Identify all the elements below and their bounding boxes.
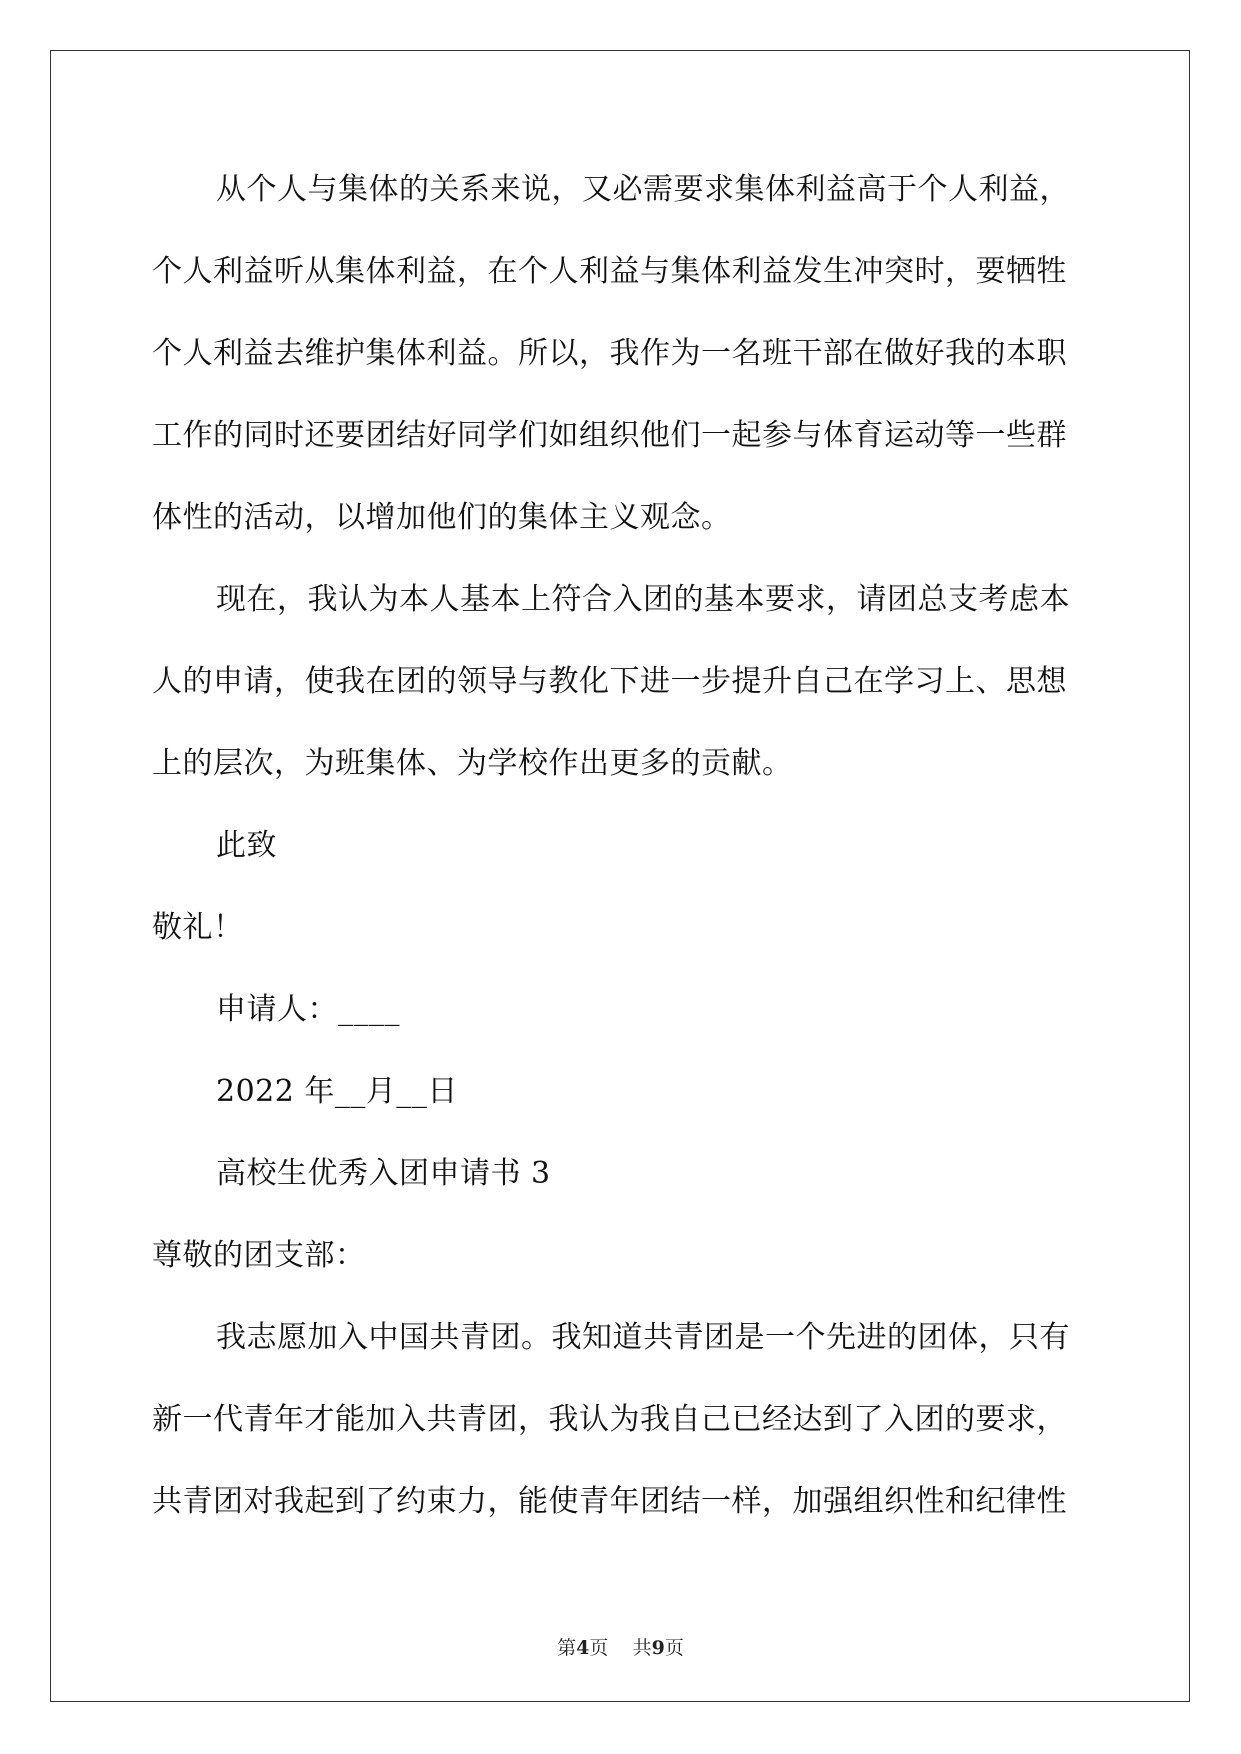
total-page-number: 9 [651, 1637, 665, 1659]
text-line: 从个人与集体的关系来说，又必需要求集体利益高于个人利益， [216, 172, 1070, 207]
text-line: 人的申请，使我在团的领导与教化下进一步提升自己在学习上、思想 [152, 664, 1067, 699]
current-page-number: 4 [576, 1637, 590, 1659]
text-line: 我志愿加入中国共青团。我知道共青团是一个先进的团体，只有 [216, 1320, 1070, 1355]
closing-line: 此致 [216, 828, 277, 863]
text-line: 共青团对我起到了约束力，能使青年团结一样，加强组织性和纪律性 [152, 1484, 1067, 1519]
page-footer [0, 1633, 1241, 1660]
text-line: 现在，我认为本人基本上符合入团的基本要求，请团总支考虑本 [216, 582, 1070, 617]
text-line: 工作的同时还要团结好同学们如组织他们一起参与体育运动等一些群 [152, 418, 1067, 453]
text-line: 新一代青年才能加入共青团，我认为我自己已经达到了入团的要求， [152, 1402, 1067, 1437]
section-title: 高校生优秀入团申请书 3 [216, 1156, 551, 1191]
date-line: 2022 年__月__日 [216, 1074, 458, 1109]
greeting-line: 尊敬的团支部： [152, 1238, 366, 1273]
text-line: 个人利益听从集体利益，在个人利益与集体利益发生冲突时，要牺牲 [152, 254, 1067, 289]
footer-suffix: 页 [664, 1637, 684, 1659]
footer-prefix: 第 [557, 1637, 577, 1659]
text-line: 个人利益去维护集体利益。所以，我作为一名班干部在做好我的本职 [152, 336, 1067, 371]
footer-mid: 页 共 [589, 1637, 652, 1659]
document-body [152, 170, 1090, 1564]
text-line: 上的层次，为班集体、为学校作出更多的贡献。 [152, 746, 793, 781]
salutation-line: 敬礼！ [152, 910, 244, 945]
text-line: 体性的活动，以增加他们的集体主义观念。 [152, 500, 732, 535]
applicant-line: 申请人：____ [216, 992, 400, 1027]
